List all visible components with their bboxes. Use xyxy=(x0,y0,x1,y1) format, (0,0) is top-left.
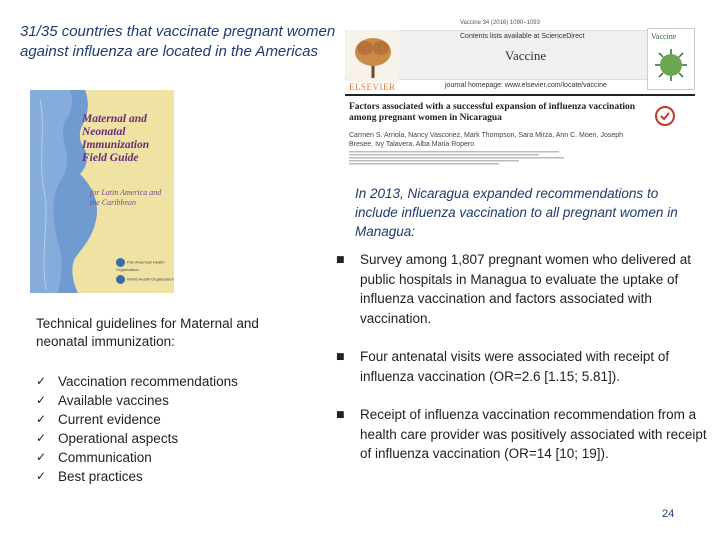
field-guide-subtitle: for Latin America and the Caribbean xyxy=(90,188,162,207)
field-guide-cover xyxy=(30,90,174,293)
square-bullet-icon: ■ xyxy=(336,352,345,362)
journal-cover xyxy=(647,28,695,90)
list-item: ✓ Vaccination recommendations xyxy=(36,374,238,389)
nicaragua-findings xyxy=(336,250,716,483)
nicaragua-intro: In 2013, Nicaragua expanded recommendations to include influenza vaccination to all pregnant women in Managua: xyxy=(355,186,678,239)
journal-cover-title: Vaccine xyxy=(651,32,677,41)
virus-icon xyxy=(654,45,688,83)
article-title: Factors associated with a successful expansion of influenza vaccination among pregnant women in Nicaragua xyxy=(349,102,636,123)
elsevier-tree-icon xyxy=(347,30,399,82)
affiliations-block xyxy=(349,151,579,165)
org-who: World Health Organization xyxy=(127,276,174,282)
field-guide-logos xyxy=(116,258,174,284)
check-icon: ✓ xyxy=(36,374,47,388)
journal-name: Vaccine xyxy=(505,48,547,63)
crossmark-icon xyxy=(655,106,675,126)
slide-headline: 31/35 countries that vaccinate pregnant women against influenza are located in the Americas xyxy=(20,23,336,60)
check-icon: ✓ xyxy=(36,450,47,464)
list-item: ✓ Operational aspects xyxy=(36,431,179,446)
article-authors: Carmen S. Arriola, Nancy Vasconez, Mark Thompson, Sara Mirza, Ann C. Moen, Joseph Bresee, Ivy Talavera, Alba Maria Ropero xyxy=(349,132,624,148)
list-item: ■ Receipt of influenza vaccination recommendation from a health care provider was positively associated with receipt of influenza vaccination (OR=14 [10; 19]). xyxy=(336,405,716,464)
guidelines-heading: Technical guidelines for Maternal and neonatal immunization: xyxy=(36,316,259,349)
check-icon: ✓ xyxy=(36,431,47,445)
check-icon: ✓ xyxy=(36,469,47,483)
header-rule xyxy=(345,94,695,96)
publisher-name: ELSEVIER xyxy=(349,82,396,92)
who-logo-icon xyxy=(116,275,125,284)
org-paho: Pan American Health Organization xyxy=(116,259,165,272)
journal-reference: Vaccine 34 (2016) 1090–1093 xyxy=(460,20,540,26)
check-icon: ✓ xyxy=(36,412,47,426)
list-item: ■ Survey among 1,807 pregnant women who delivered at public hospitals in Managua to evaluate the uptake of influenza vaccination and factors associated with vaccination. xyxy=(336,250,716,328)
list-item: ■ Four antenatal visits were associated with receipt of influenza vaccination (OR=2.6 [1.15; 5.81]). xyxy=(336,347,716,386)
contents-line: Contents lists available at ScienceDirect xyxy=(460,33,585,40)
paho-logo-icon xyxy=(116,258,125,267)
square-bullet-icon: ■ xyxy=(336,410,345,420)
square-bullet-icon: ■ xyxy=(336,255,345,265)
list-item: ✓ Communication xyxy=(36,450,152,465)
journal-homepage: journal homepage: www.elsevier.com/locate/vaccine xyxy=(445,82,607,89)
list-item: ✓ Available vaccines xyxy=(36,393,169,408)
check-icon: ✓ xyxy=(36,393,47,407)
guidelines-checklist xyxy=(36,372,238,486)
journal-article-header xyxy=(345,14,695,169)
page-number: 24 xyxy=(662,508,675,520)
list-item: ✓ Best practices xyxy=(36,469,143,484)
list-item: ✓ Current evidence xyxy=(36,412,161,427)
field-guide-title: Maternal and Neonatal Immunization Field Guide xyxy=(82,113,150,164)
